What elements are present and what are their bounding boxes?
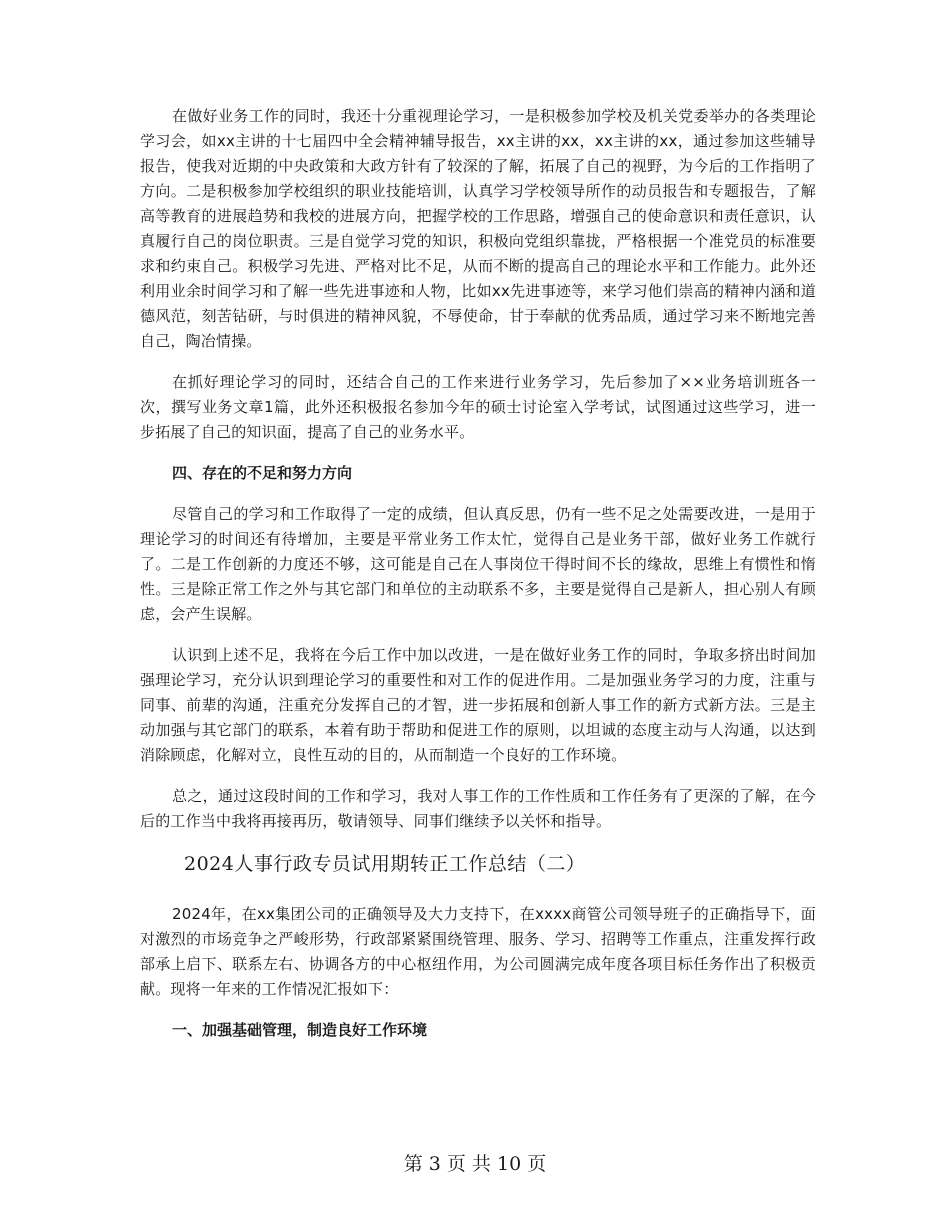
document-title: 2024人事行政专员试用期转正工作总结（二）	[184, 853, 586, 875]
paragraph-improvements: 认识到上述不足，我将在今后工作中加以改进，一是在做好业务工作的同时，争取多挤出时间加强理论学习，充分认识到理论学习的重要性和对工作的促进作用。二是加强业务学习的力度，注重与同事、前辈的沟通，注重充分发挥自己的才智，进一步拓展和创新人事工作的新方式新方法。三是主动加强与其它部门的联系，本着有助于帮助和促进工作的原则，以坦诚的态度主动与人沟通，以达到消除顾虑，化解对立，良性互动的目的，从而制造一个良好的工作环境。	[140, 646, 816, 764]
paragraph-conclusion: 总之，通过这段时间的工作和学习，我对人事工作的工作性质和工作任务有了更深的了解，在今后的工作当中我将再接再历，敬请领导、同事们继续予以关怀和指导。	[140, 787, 816, 830]
section-heading-basic-management: 一、加强基础管理，制造良好工作环境	[172, 1021, 428, 1039]
section-heading-shortcomings: 四、存在的不足和努力方向	[172, 464, 353, 482]
page-footer: 第 3 页 共 10 页	[403, 1153, 547, 1175]
paragraph-shortcomings: 尽管自己的学习和工作取得了一定的成绩，但认真反思，仍有一些不足之处需要改进，一是用于理论学习的时间还有待增加，主要是平常业务工作太忙，觉得自己是业务干部，做好业务工作就行了。二是工作创新的力度还不够，这可能是自己在人事岗位干得时间不长的缘故，思维上有惯性和惰性。三是除正常工作之外与其它部门和单位的主动联系不多，主要是觉得自己是新人，担心别人有顾虑，会产生误解。	[140, 505, 816, 623]
paragraph-theory-study: 在做好业务工作的同时，我还十分重视理论学习，一是积极参加学校及机关党委举办的各类理论学习会，如xx主讲的十七届四中全会精神辅导报告，xx主讲的xx，xx主讲的xx，通过参加这些辅导报告，使我对近期的中央政策和大政方针有了较深的了解，拓展了自己的视野，为今后的工作指明了方向。二是积极参加学校组织的职业技能培训，认真学习学校领导所作的动员报告和专题报告，了解高等教育的进展趋势和我校的进展方向，把握学校的工作思路，增强自己的使命意识和责任意识，认真履行自己的岗位职责。三是自觉学习党的知识，积极向党组织靠拢，严格根据一个准党员的标准要求和约束自己。积极学习先进、严格对比不足，从而不断的提高自己的理论水平和工作能力。此外还利用业余时间学习和了解一些先进事迹和人物，比如xx先进事迹等，来学习他们崇高的精神内涵和道德风范，刻苦钻研，与时俱进的精神风貌，不辱使命，甘于奉献的优秀品质，通过学习来不断地完善自己，陶冶情操。	[140, 107, 816, 350]
paragraph-intro: 2024年，在xx集团公司的正确领导及大力支持下，在xxxx商管公司领导班子的正确指导下，面对激烈的市场竞争之严峻形势，行政部紧紧围绕管理、服务、学习、招聘等工作重点，注重发挥行政部承上启下、联系左右、协调各方的中心枢纽作用，为公司圆满完成年度各项目标任务作出了积极贡献。现将一年来的工作情况汇报如下：	[140, 905, 816, 998]
document-body	[140, 104, 816, 1059]
paragraph-business-study: 在抓好理论学习的同时，还结合自己的工作来进行业务学习，先后参加了××业务培训班各一次，撰写业务文章1篇，此外还积极报名参加今年的硕士讨论室入学考试，试图通过这些学习，进一步拓展了自己的知识面，提高了自己的业务水平。	[140, 373, 816, 441]
